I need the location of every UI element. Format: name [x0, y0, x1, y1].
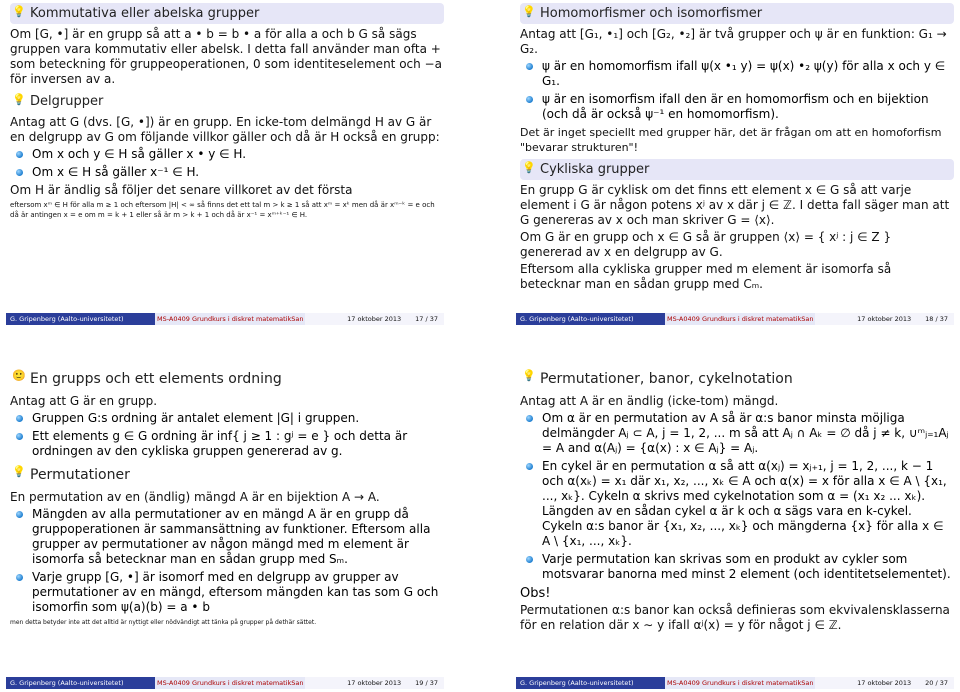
footer-page: 20 / 37	[925, 679, 948, 687]
footer-page: 18 / 37	[925, 315, 948, 323]
footer-course: MS-A0409 Grundkurs i diskret matematikSan	[157, 679, 304, 687]
block-abelian	[10, 3, 444, 87]
list-item: Varje permutation kan skrivas som en produkt av cykler som motsvarar banorna med minst 2 element (och identitetselementet).	[542, 552, 954, 582]
slide-19	[6, 367, 444, 689]
block-cycle-notation	[520, 367, 954, 582]
slide-20	[516, 367, 954, 689]
list-item: ψ är en homomorfism ifall ψ(x •₁ y) = ψ(x) •₂ ψ(y) för alla x och y ∈ G₁.	[542, 59, 954, 89]
block-title: 💡 Kommutativa eller abelska grupper	[10, 3, 444, 24]
footer-course: MS-A0409 Grundkurs i diskret matematikSan	[667, 315, 814, 323]
footer-author: G. Gripenberg (Aalto-universitetet)	[516, 677, 665, 689]
block-title: Obs!	[520, 586, 551, 601]
block-title: 💡 Homomorfismer och isomorfismer	[520, 3, 954, 24]
footer-date: 17 oktober 2013	[857, 679, 912, 687]
footer-author: G. Gripenberg (Aalto-universitetet)	[516, 313, 665, 325]
block-order	[10, 367, 444, 459]
footer-meta	[305, 313, 444, 325]
footer-date: 17 oktober 2013	[347, 679, 402, 687]
list-item: Ett elements g ∈ G ordning är inf{ j ≥ 1 : gʲ = e } och detta är ordningen av den cykliska gruppen genererad av g.	[32, 429, 444, 459]
footer-meta	[815, 677, 954, 689]
footer-meta	[305, 677, 444, 689]
block-obs	[520, 586, 954, 633]
block-text: En permutation av en (ändlig) mängd A är en bijektion A → A.	[10, 490, 380, 504]
lightbulb-icon: 💡	[522, 5, 536, 18]
footer-author: G. Gripenberg (Aalto-universitetet)	[6, 677, 155, 689]
footer-course: MS-A0409 Grundkurs i diskret matematikSan	[667, 679, 814, 687]
block-title: 💡 Delgrupper	[12, 93, 104, 109]
smiley-icon: 🙂	[12, 369, 26, 382]
block-text: Om [G, •] är en grupp så att a • b = b • a för alla a och b G så sägs gruppen vara kommutativ eller abelsk. I detta fall använder man ofta + som beteckning för gruppeoperationen, 0 som identiteselement och −a för inversen av a.	[10, 27, 442, 86]
list-item: Varje grupp [G, •] är isomorf med en delgrupp av grupper av permutationer av en mängd, eftersom mängden kan tas som G och isomorfin som ψ(a)(b) = a • b	[32, 570, 444, 615]
block-subgroups	[10, 91, 444, 220]
footer-date: 17 oktober 2013	[347, 315, 402, 323]
block-note-small: eftersom xᵐ ∈ H för alla m ≥ 1 och eftersom |H| < ∞ så finns det ett tal m > k ≥ 1 så att xᵐ = xᵏ men då är xᵐ⁻ᵏ = e och då är antingen x = e om m = k + 1 eller så är m > k + 1 och då är x⁻¹ = xᵐ⁺ᵏ⁻¹ ∈ H.	[10, 201, 435, 219]
footer-page: 19 / 37	[415, 679, 438, 687]
list-item: Mängden av alla permutationer av en mängd A är en grupp då gruppoperationen är sammansättning av funktioner. Eftersom alla grupper av permutationer av någon mängd med m element är isomorfa så betecknar man en sådan grupp med Sₘ.	[32, 507, 444, 567]
block-homomorphisms	[520, 3, 954, 155]
block-text: Antag att G (dvs. [G, •]) är en grupp. En icke-tom delmängd H av G är en delgrupp av G om följande villkor gäller och då är H också en grupp:	[10, 115, 440, 144]
footer-course: MS-A0409 Grundkurs i diskret matematikSan	[157, 315, 304, 323]
list-item: En cykel är en permutation α så att α(xⱼ) = xⱼ₊₁, j = 1, 2, ..., k − 1 och α(xₖ) = x₁ där x₁, x₂, ..., xₖ ∈ A och α(x) = x för alla x ∈ A \ {x₁, ..., xₖ}. Cykeln α skrivs med cykelnotation som α = (x₁ x₂ ... xₖ). Längden av en sådan cykel α är k och α sägs vara en k-cykel. Cykeln α:s banor är {x₁, x₂, ..., xₖ} och mängderna {x} för alla x ∈ A \ {x₁, ..., xₖ}.	[542, 459, 954, 549]
block-note: Om H är ändlig så följer det senare villkoret av det första	[10, 183, 353, 197]
slide-footer	[6, 313, 444, 325]
block-title: 🙂 En grupps och ett elements ordning	[12, 369, 282, 387]
list-item: Gruppen G:s ordning är antalet element |G| i gruppen.	[32, 411, 444, 426]
list-item: Om x ∈ H så gäller x⁻¹ ∈ H.	[32, 165, 444, 180]
block-title: 💡 Permutationer	[12, 465, 130, 483]
block-note: Det är inget speciellt med grupper här, det är frågan om att en homoforfism "bevarar strukturen"!	[520, 126, 942, 154]
footer-date: 17 oktober 2013	[857, 315, 912, 323]
slide-footer	[6, 677, 444, 689]
block-title: 💡 Permutationer, banor, cykelnotation	[522, 369, 793, 387]
block-title: 💡 Cykliska grupper	[520, 159, 954, 180]
list-item: ψ är en isomorfism ifall den är en homomorfism och en bijektion (och då är också ψ⁻¹ en homomorfism).	[542, 92, 954, 122]
block-cyclic	[520, 159, 954, 292]
slide-footer	[516, 313, 954, 325]
block-permutations	[10, 463, 444, 627]
slide-footer	[516, 677, 954, 689]
lightbulb-icon: 💡	[522, 369, 536, 382]
block-text: Om G är en grupp och x ∈ G så är gruppen ⟨x⟩ = { xʲ : j ∈ Z } genererad av x en delgrupp av G.	[520, 230, 892, 259]
list-item: Om α är en permutation av A så är α:s banor minsta möjliga delmängder Aⱼ ⊂ A, j = 1, 2, ... m så att Aⱼ ∩ Aₖ = ∅ då j ≠ k, ∪ᵐⱼ₌₁Aⱼ = A and α(Aⱼ) = {α(x) : x ∈ Aⱼ} = Aⱼ.	[542, 411, 954, 456]
list-item: Om x och y ∈ H så gäller x • y ∈ H.	[32, 147, 444, 162]
block-text: Antag att [G₁, •₁] och [G₂, •₂] är två grupper och ψ är en funktion: G₁ → G₂.	[520, 27, 947, 56]
block-text: Antag att G är en grupp.	[10, 394, 158, 408]
block-text: Antag att A är en ändlig (icke-tom) mängd.	[520, 394, 779, 408]
lightbulb-icon: 💡	[12, 465, 26, 478]
slide-17	[6, 3, 444, 325]
footer-meta	[815, 313, 954, 325]
lightbulb-icon: 💡	[12, 5, 26, 18]
footer-page: 17 / 37	[415, 315, 438, 323]
footer-author: G. Gripenberg (Aalto-universitetet)	[6, 313, 155, 325]
block-text: Permutationen α:s banor kan också definieras som ekvivalensklasserna för en relation där x ∼ y ifall αʲ(x) = y för något j ∈ ℤ.	[520, 603, 950, 632]
block-note-small: men detta betyder inte att det alltid är nyttigt eller nödvändigt att tänka på grupper på dethär sättet.	[10, 619, 317, 626]
lightbulb-icon: 💡	[12, 93, 26, 106]
block-text: En grupp G är cyklisk om det finns ett element x ∈ G så att varje element i G är någon potens xʲ av x där j ∈ ℤ. I detta fall säger man att G genereras av x och man skriver G = ⟨x⟩.	[520, 183, 950, 227]
block-text: Eftersom alla cykliska grupper med m element är isomorfa så betecknar man en sådan grupp med Cₘ.	[520, 262, 892, 291]
lightbulb-icon: 💡	[522, 161, 536, 174]
slide-18	[516, 3, 954, 325]
